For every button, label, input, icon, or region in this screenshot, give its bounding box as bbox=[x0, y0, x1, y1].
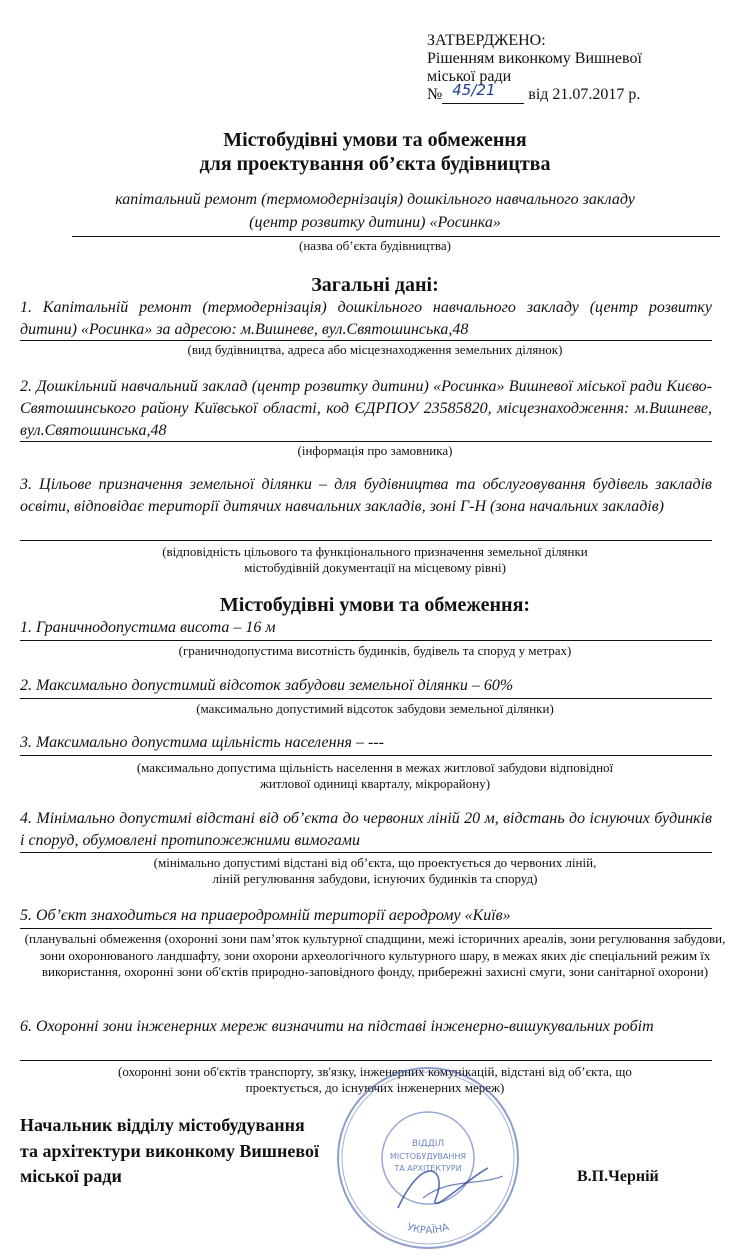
condition-1-underline bbox=[20, 640, 712, 641]
general-item-3-underline bbox=[20, 540, 712, 541]
stamp-inner-line1: ВІДДІЛ bbox=[411, 1139, 445, 1149]
general-item-1 bbox=[20, 297, 712, 341]
approval-title: ЗАТВЕРДЖЕНО: bbox=[427, 32, 546, 49]
approval-decision: Рішенням виконкому Вишневої bbox=[427, 50, 642, 67]
official-stamp bbox=[328, 1058, 528, 1258]
condition-2-caption: (максимально допустимий відсоток забудови земельної ділянки) bbox=[196, 701, 554, 716]
stamp-inner-line3: ТА АРХІТЕКТУРИ bbox=[394, 1164, 462, 1173]
approval-council: міської ради bbox=[427, 68, 512, 85]
general-item-1-underline bbox=[20, 340, 712, 341]
object-underline bbox=[72, 236, 720, 237]
number-sign: № bbox=[427, 86, 443, 103]
general-item-3 bbox=[20, 474, 712, 518]
condition-4-text: 4. Мінімально допустимі відстані від об’єкта до червоних ліній 20 м, відстань до існуючих будинків і споруд, обумовлені протипожежними вимогами bbox=[20, 810, 712, 849]
signatory-title-line1: Начальник відділу містобудування bbox=[20, 1115, 305, 1135]
handwritten-number: 45/21 bbox=[452, 81, 496, 99]
condition-1 bbox=[20, 617, 712, 639]
object-name-line2: (центр розвитку дитини) «Росинка» bbox=[249, 214, 501, 231]
condition-4-caption-2: ліній регулювання забудови, існуючих будинків та споруд) bbox=[212, 871, 538, 886]
approval-number-line bbox=[427, 81, 642, 104]
condition-4-caption-1: (мінімально допустимі відстані від об’єкта, що проектується до червоних ліній, bbox=[153, 855, 597, 870]
object-name-line1: капітальний ремонт (термомодернізація) дошкільного навчального закладу bbox=[115, 191, 635, 208]
condition-3-caption-2: житлової одиниці кварталу, мікрорайону) bbox=[259, 776, 491, 791]
general-item-2-caption: (інформація про замовника) bbox=[297, 443, 453, 458]
condition-3-caption-1: (максимально допустима щільність населення в межах житлової забудови відповідної bbox=[136, 760, 614, 775]
condition-4-underline bbox=[20, 852, 712, 853]
signatory-title-line3: міської ради bbox=[20, 1166, 122, 1186]
condition-1-text: 1. Граничнодопустима висота – 16 м bbox=[20, 619, 276, 636]
general-item-3-caption-1: (відповідність цільового та функціонального призначення земельної ділянки bbox=[162, 544, 588, 559]
general-item-2 bbox=[20, 376, 712, 442]
approval-date: від 21.07.2017 р. bbox=[528, 86, 641, 103]
conditions-heading: Містобудівні умови та обмеження: bbox=[219, 594, 531, 616]
stamp-inner-line2: МІСТОБУДУВАННЯ bbox=[389, 1152, 467, 1161]
document-title-line2: для проектування об’єкта будівництва bbox=[199, 153, 551, 175]
condition-3-text: 3. Максимально допустима щільність населення – --- bbox=[20, 734, 384, 751]
condition-2-underline bbox=[20, 698, 712, 699]
general-item-3-text: 3. Цільове призначення земельної ділянки – для будівництва та обслуговування будівель закладів освіти, відповідає території дитячих навчальних закладів, зоні Г-Н (зона начальних закладів) bbox=[20, 476, 712, 515]
general-item-1-text: 1. Капітальній ремонт (термодернізація) дошкільного навчального закладу (центр розвитку дитини) «Росинка» за адресою: м.Вишневе, вул.Святошинська,48 bbox=[20, 299, 712, 338]
condition-5-caption: (планувальні обмеження (охоронні зони пам’яток культурної спадщини, межі історичних ареалів, зони регулювання забудови, зони охоронюваного ландшафту, зони охорони археологічного культурного шару, в межах яких діє спеціальний режим їх використання, охоронні зони об'єктів природно-заповідного фонду, прибережні захисні смуги, зони санітарної охорони) bbox=[24, 931, 726, 979]
condition-2 bbox=[20, 675, 712, 697]
condition-3 bbox=[20, 732, 712, 754]
condition-3-underline bbox=[20, 755, 712, 756]
condition-1-caption: (граничнодопустима висотність будинків, будівель та споруд у метрах) bbox=[178, 643, 572, 658]
condition-5 bbox=[20, 905, 712, 927]
stamp-bottom-text: УКРАЇНА bbox=[405, 1221, 451, 1237]
general-item-2-text: 2. Дошкільний навчальний заклад (центр розвитку дитини) «Росинка» Вишневої міської ради Києво-Святошинського району Київської області, код ЄДРПОУ 23585820, місцезнаходження: м.Вишневе, вул.Святошинська,48 bbox=[20, 378, 712, 439]
general-item-1-caption: (вид будівництва, адреса або місцезнаходження земельних ділянок) bbox=[187, 342, 563, 357]
general-item-2-underline bbox=[20, 441, 712, 442]
general-heading: Загальні дані: bbox=[311, 274, 439, 296]
general-item-3-caption-2: містобудівній документації на місцевому рівні) bbox=[244, 560, 506, 575]
signatory-name: В.П.Черній bbox=[577, 1168, 659, 1185]
condition-2-text: 2. Максимально допустимий відсоток забудови земельної ділянки – 60% bbox=[20, 677, 514, 694]
condition-6-text: 6. Охоронні зони інженерних мереж визначити на підставі інженерно-вишукувальних робіт bbox=[20, 1018, 654, 1035]
approval-block bbox=[427, 32, 642, 104]
condition-5-text: 5. Об’єкт знаходиться на приаеродромній території аеродрому «Київ» bbox=[20, 907, 511, 924]
condition-6-caption-2: проектується, до існуючих інженерних мереж) bbox=[245, 1080, 505, 1095]
signatory-title-line2: та архітектури виконкому Вишневої bbox=[20, 1141, 319, 1161]
condition-6-caption-1: (охоронні зони об'єктів транспорту, зв'язку, інженерних комунікацій, відстані від об’єкта, що bbox=[118, 1064, 632, 1079]
object-caption: (назва об’єкта будівництва) bbox=[299, 238, 451, 253]
condition-6 bbox=[20, 1016, 712, 1038]
condition-5-underline bbox=[20, 928, 712, 929]
number-field bbox=[442, 81, 524, 104]
condition-4 bbox=[20, 808, 712, 852]
document-title-line1: Містобудівні умови та обмеження bbox=[223, 129, 527, 151]
